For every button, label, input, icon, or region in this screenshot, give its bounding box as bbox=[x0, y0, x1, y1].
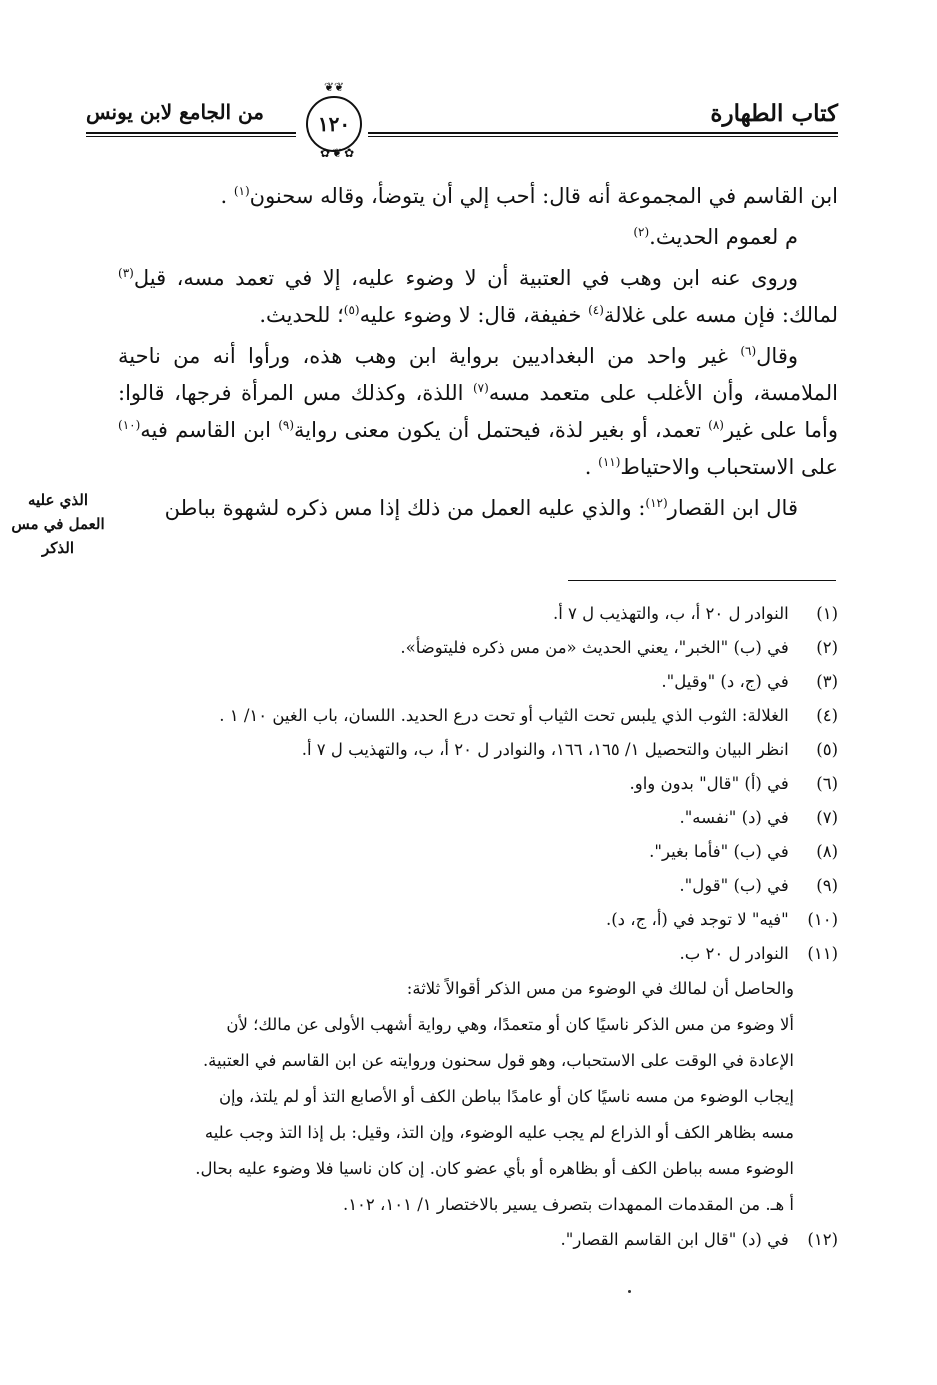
footnote-ref: (٣) bbox=[118, 266, 134, 280]
footnote-detail-line: والحاصل أن لمالك في الوضوء من مس الذكر أقوالاً ثلاثة: bbox=[406, 979, 794, 998]
book-title: كتاب الطهارة bbox=[710, 100, 838, 127]
footnote-detail-line: إيجاب الوضوء من مسه ناسيًا كان أو عامدًا بباطن الكف أو الأصابع التذ أو لم يلتذ، وإن bbox=[218, 1087, 794, 1106]
paragraph: م لعموم الحديث.$^{(٢)}$ bbox=[633, 225, 798, 249]
footnote-ref: (١١) bbox=[598, 455, 621, 469]
main-text bbox=[118, 178, 838, 531]
margin-note-line: الذكر bbox=[41, 539, 75, 557]
footnote-detail-line: الوضوء مسه بباطن الكف أو بظاهره أو بأي عضو كان. إن كان ناسيا فلا وضوء عليه بحال. bbox=[195, 1159, 794, 1178]
footnotes bbox=[118, 597, 838, 1257]
footnote-ref: (١) bbox=[233, 184, 250, 198]
margin-note-line: الذي عليه bbox=[27, 491, 89, 509]
source-title: من الجامع لابن يونس bbox=[86, 100, 264, 124]
footnote-ref: (٤) bbox=[588, 303, 604, 317]
footnote: (٥) انظر البيان والتحصيل ١/ ١٦٥، ١٦٦، والنوادر ل ٢٠ أ، ب، والتهذيب ل ٧ أ. bbox=[301, 740, 838, 759]
footnote: (١٠) "فيه" لا توجد في (أ، ج، د). bbox=[606, 910, 838, 929]
page-header bbox=[86, 80, 838, 160]
footnote-ref: (٨) bbox=[708, 418, 724, 432]
footnote: (١) النوادر ل ٢٠ أ، ب، والتهذيب ل ٧ أ. bbox=[552, 604, 838, 623]
footnote-detail-line: الإعادة في الوقت على الاستحباب، وهو قول سحنون وروايته عن ابن القاسم في العتبية. bbox=[202, 1051, 794, 1070]
footnote-detail-line: ألا وضوء من مس الذكر ناسيًا كان أو متعمدًا، وهي رواية أشهب الأولى عن مالك؛ لأن bbox=[226, 1015, 794, 1034]
footnote: (٣) في (ج، د) "وقيل". bbox=[661, 672, 838, 691]
page-number-ornament bbox=[296, 80, 368, 160]
paragraph: قال ابن القصار$^{(١٢)}$: والذي عليه العمل من ذلك إذا مس ذكره لشهوة بباطن bbox=[164, 496, 798, 520]
header-rule-thin bbox=[86, 136, 838, 137]
footnote: (١١) النوادر ل ٢٠ ب. bbox=[679, 944, 838, 963]
header-rule bbox=[86, 132, 838, 134]
footnote-ref: (١٢) bbox=[645, 496, 668, 510]
margin-note bbox=[6, 488, 110, 560]
footnote-ref: (٦) bbox=[740, 344, 757, 358]
footnote-ref: (٩) bbox=[278, 418, 295, 432]
footnote-ref: (١٠) bbox=[118, 418, 141, 432]
footnote-ref: (٢) bbox=[633, 225, 650, 239]
footnote: (١٢) في (د) "قال ابن القاسم القصار". bbox=[560, 1230, 838, 1249]
footnote: (٤) الغلالة: الثوب الذي يلبس تحت الثياب أو تحت درع الحديد. اللسان، باب الغين ١٠/ ١ . bbox=[219, 706, 838, 725]
paragraph: وقال$^{(٦)}$ غير واحد من البغداديين برواية ابن وهب هذه، ورأوا أنه من ناحية الملامسة، وأن الأغلب على متعمد مسه$^{(٧)}$ اللذة، وكذلك مس المرأة فرجها، قالوا: وأما على غير$^{(٨)}$ تعمد، أو بغير لذة، فيحتمل أن يكون معنى رواية$^{(٩)}$ ابن القاسم فيه$^{(١٠)}$ على الاستحباب والاحتياط$^{(١١)}$ . bbox=[118, 344, 838, 479]
footnote: (٩) في (ب) "قول". bbox=[679, 876, 838, 895]
footnote-detail-line: مسه بظاهر الكف أو الذراع لم يجب عليه الوضوء، وإن التذ، وقيل: بل إذا التذ وجب عليه bbox=[204, 1123, 794, 1142]
margin-note-line: العمل في مس bbox=[11, 515, 105, 533]
footnote-ref: (٧) bbox=[472, 381, 489, 395]
footnote: (٢) في (ب) "الخبر"، يعني الحديث «من مس ذكره فليتوضأ». bbox=[400, 638, 838, 657]
footnote: (٧) في (د) "نفسه". bbox=[679, 808, 838, 827]
footnote-ref: (٥) bbox=[343, 303, 360, 317]
footnote-detail-line: أ هـ. من المقدمات الممهدات بتصرف يسير بالاختصار ١/ ١٠١، ١٠٢. bbox=[342, 1195, 794, 1214]
footnote-11-detail bbox=[118, 971, 838, 1223]
footnote: (٦) في (أ) "قال" بدون واو. bbox=[629, 774, 838, 793]
ornament-top-icon: ❦❦ bbox=[324, 80, 345, 94]
footnote-separator bbox=[568, 580, 836, 581]
page-number: ١٢٠ bbox=[306, 96, 362, 152]
footnote: (٨) في (ب) "فأما بغير". bbox=[649, 842, 838, 861]
paragraph: وروى عنه ابن وهب في العتبية أن لا وضوء عليه، إلا في تعمد مسه، قيل$^{(٣)}$ لمالك: فإن مسه على غلالة$^{(٤)}$ خفيفة، قال: لا وضوء عليه$^{(٥)}$؛ للحديث. bbox=[118, 266, 838, 327]
ornament-bottom-icon: ✿❦✿ bbox=[320, 146, 357, 160]
paragraph: ابن القاسم في المجموعة أنه قال: أحب إلي أن يتوضأ، وقاله سحنون$^{(١)}$ . bbox=[220, 184, 838, 208]
scan-speck bbox=[628, 1290, 631, 1293]
